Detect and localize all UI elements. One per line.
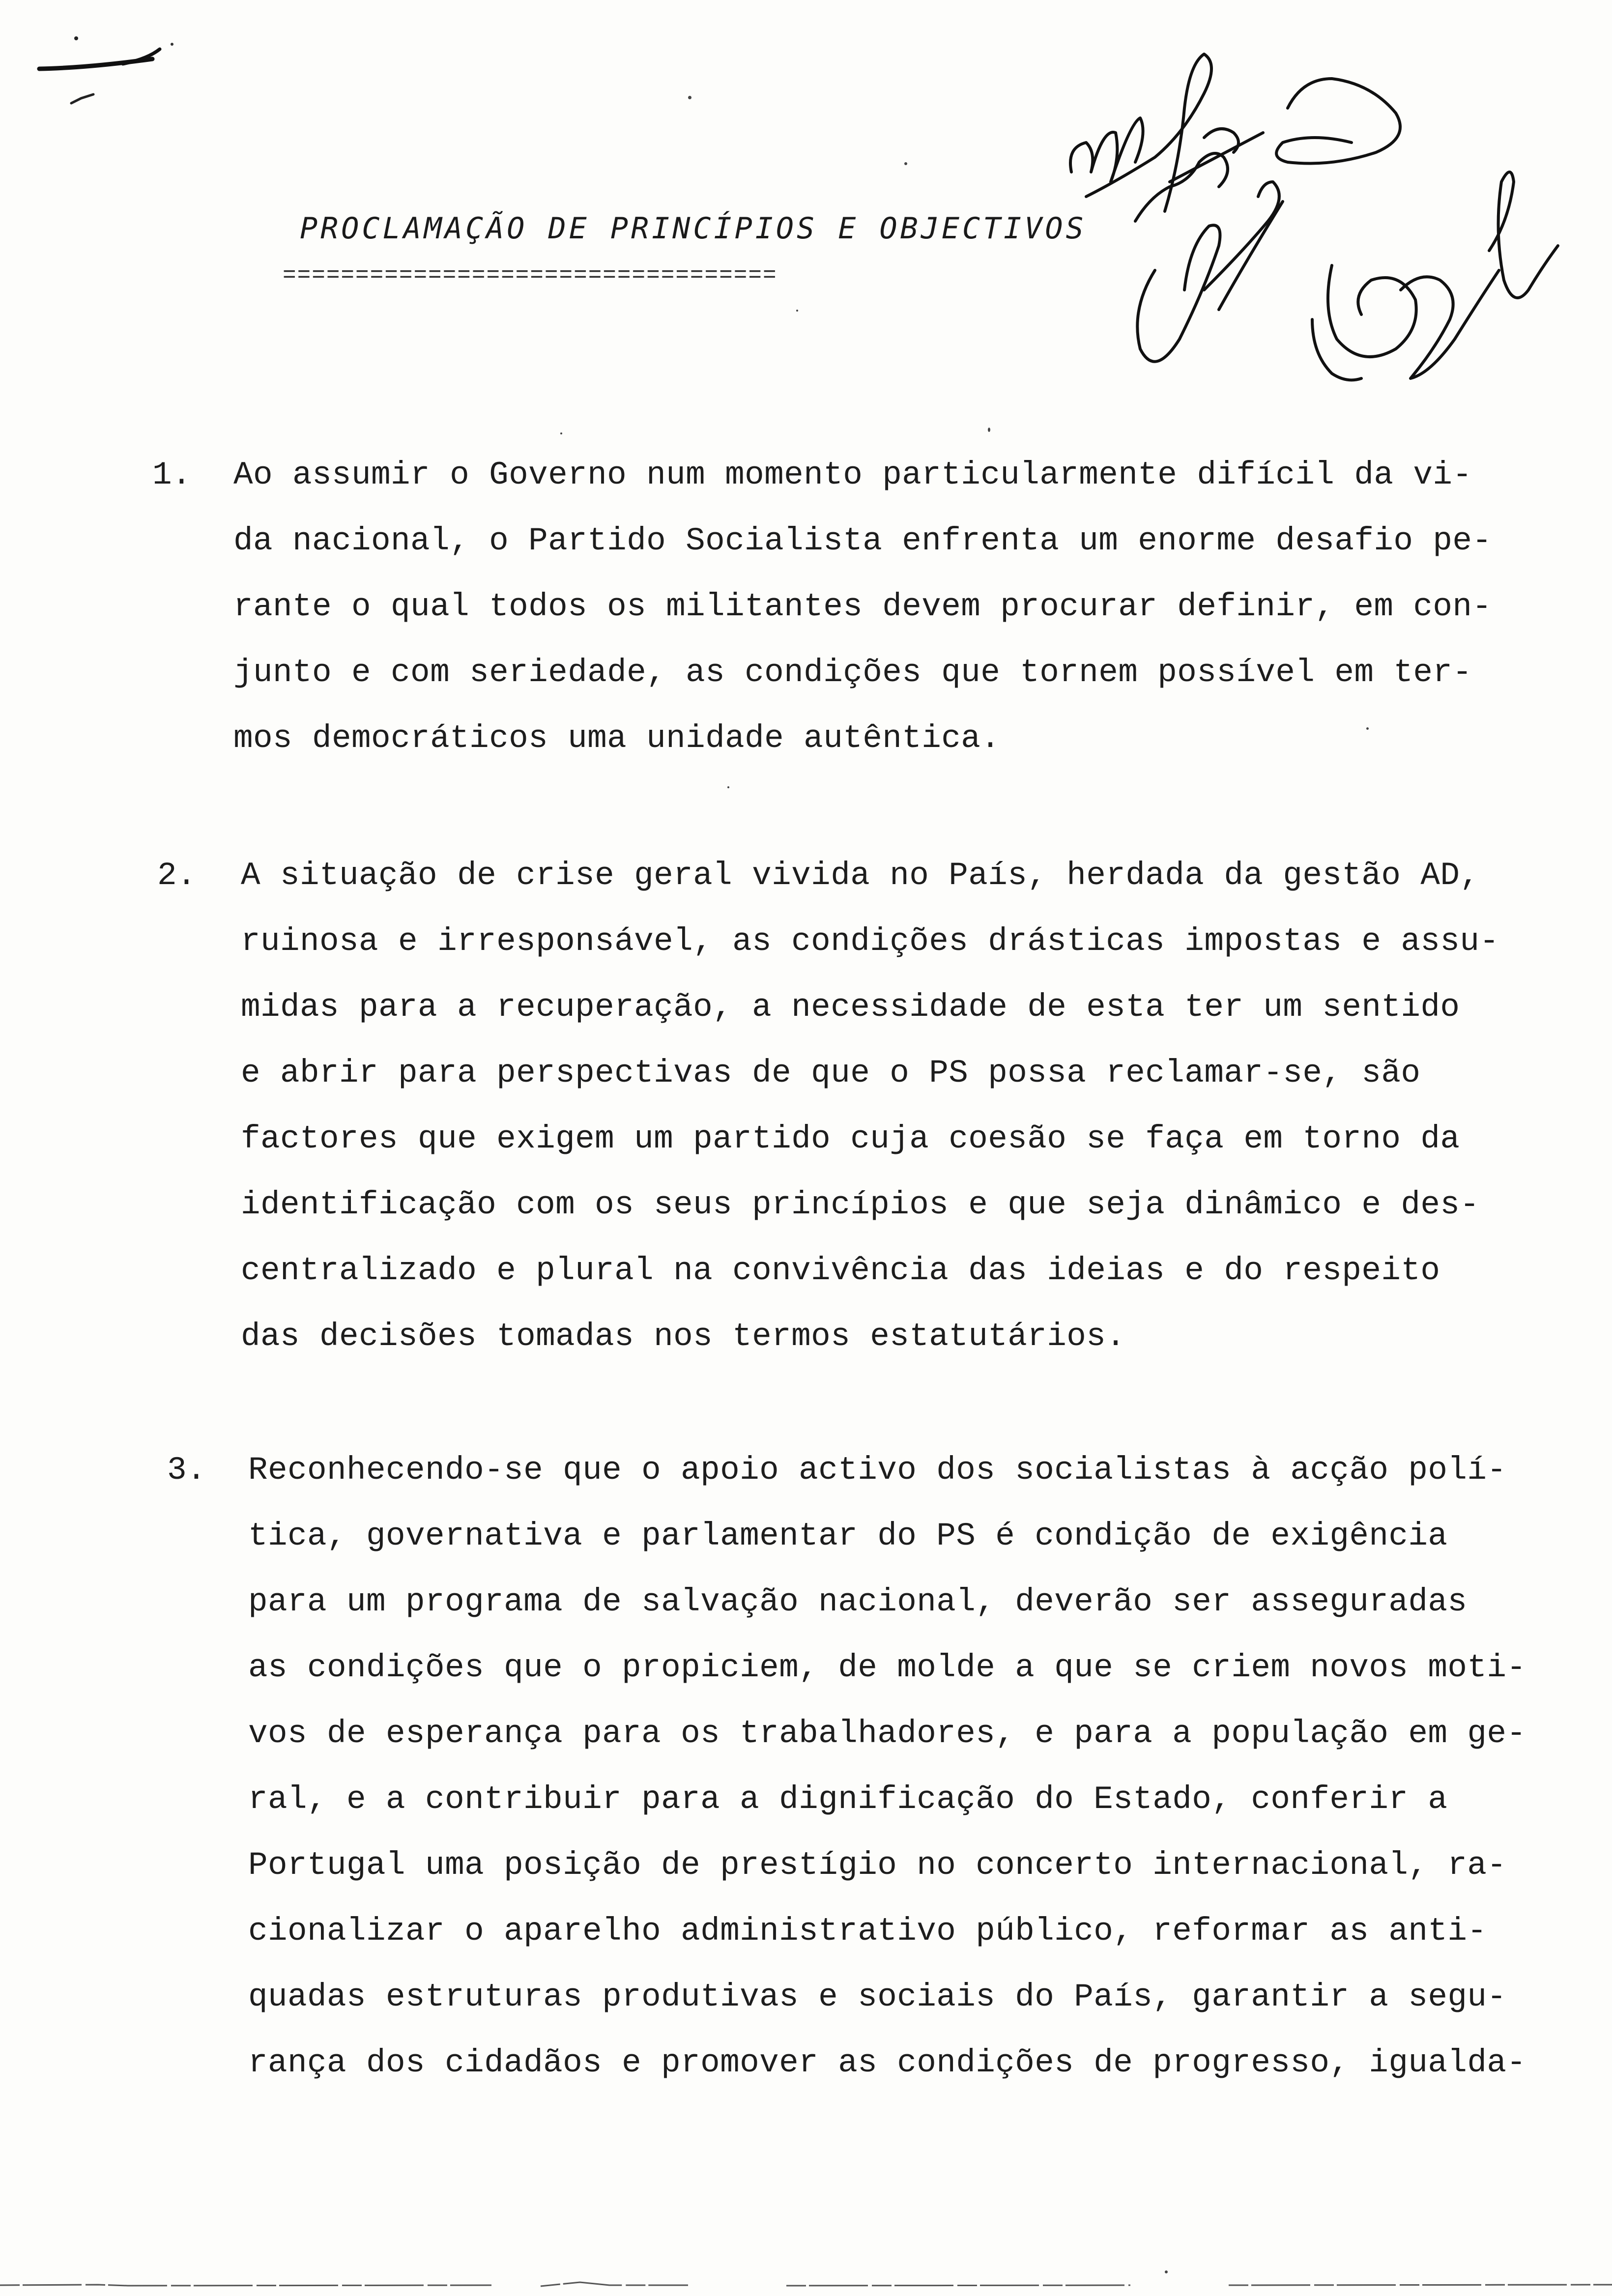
paragraph-line: ral, e a contribuir para a dignificação do Estado, conferir a bbox=[248, 1781, 1448, 1818]
paragraph-number: 1. bbox=[152, 457, 192, 493]
scan-bottom-edge bbox=[0, 2276, 1612, 2291]
handwritten-arrow-mark bbox=[29, 29, 192, 128]
paragraph-line: vos de esperança para os trabalhadores, e para a população em ge- bbox=[248, 1715, 1526, 1752]
paragraph-line: identificação com os seus princípios e que seja dinâmico e des- bbox=[241, 1186, 1480, 1223]
scan-speck bbox=[560, 432, 562, 434]
paragraph-line: as condições que o propiciem, de molde a que se criem novos moti- bbox=[248, 1649, 1526, 1686]
paragraph-line: centralizado e plural na convivência das ideias e do respeito bbox=[241, 1252, 1440, 1289]
scan-speck bbox=[688, 96, 691, 99]
paragraph-line: rante o qual todos os militantes devem procurar definir, em con- bbox=[233, 588, 1492, 625]
paragraph-line: Portugal uma posição de prestígio no concerto internacional, ra- bbox=[248, 1847, 1507, 1884]
paragraph-line: mos democráticos uma unidade autêntica. bbox=[233, 720, 1001, 757]
paragraph-line: Reconhecendo-se que o apoio activo dos socialistas à acção polí- bbox=[248, 1452, 1507, 1489]
scan-speck bbox=[1366, 727, 1369, 730]
title-underline: ================================== bbox=[283, 263, 777, 288]
paragraph-number: 2. bbox=[157, 857, 197, 894]
paragraph-number: 3. bbox=[167, 1452, 206, 1489]
paragraph-line: das decisões tomadas nos termos estatutários. bbox=[241, 1318, 1126, 1355]
paragraph-line: cionalizar o aparelho administrativo público, reformar as anti- bbox=[248, 1913, 1487, 1950]
paragraph-line: A situação de crise geral vivida no País, herdada da gestão AD, bbox=[241, 857, 1480, 894]
paragraph-line: midas para a recuperação, a necessidade de esta ter um sentido bbox=[241, 989, 1460, 1026]
scan-speck bbox=[796, 310, 798, 312]
paragraph-line: rança dos cidadãos e promover as condições de progresso, igualda- bbox=[248, 2044, 1526, 2081]
paragraph-line: ruinosa e irresponsável, as condições drásticas impostas e assu- bbox=[241, 923, 1499, 960]
paragraph-line: e abrir para perspectivas de que o PS possa reclamar-se, são bbox=[241, 1055, 1421, 1091]
paragraph-line: factores que exigem um partido cuja coesão se faça em torno da bbox=[241, 1120, 1460, 1157]
paragraph-line: tica, governativa e parlamentar do PS é condição de exigência bbox=[248, 1518, 1448, 1554]
paragraph-line: para um programa de salvação nacional, deverão ser asseguradas bbox=[248, 1583, 1468, 1620]
scan-speck bbox=[1165, 2270, 1168, 2273]
paragraph-line: Ao assumir o Governo num momento particularmente difícil da vi- bbox=[233, 457, 1472, 493]
scan-speck bbox=[904, 162, 907, 165]
paragraph-line: junto e com seriedade, as condições que tornem possível em ter- bbox=[233, 654, 1472, 691]
scan-speck bbox=[988, 428, 990, 432]
document-title: PROCLAMAÇÃO DE PRINCÍPIOS E OBJECTIVOS bbox=[300, 211, 1087, 246]
paragraph-line: da nacional, o Partido Socialista enfrenta um enorme desafio pe- bbox=[233, 522, 1492, 559]
paragraph-line: quadas estruturas produtivas e sociais do País, garantir a segu- bbox=[248, 1979, 1507, 2015]
handwritten-signatures bbox=[1057, 34, 1573, 418]
scan-speck bbox=[727, 786, 729, 788]
